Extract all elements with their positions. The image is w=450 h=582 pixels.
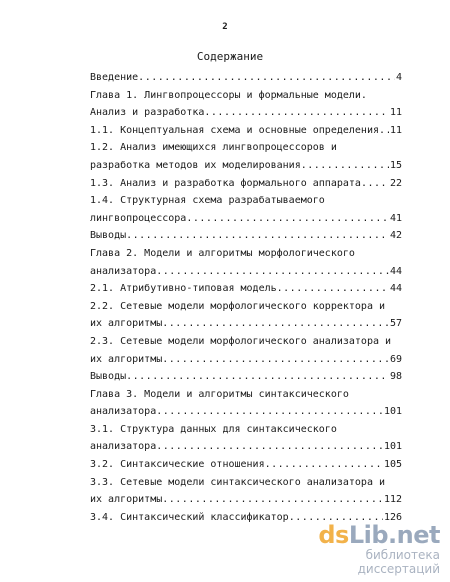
toc-entry	[90, 263, 402, 281]
toc-line	[90, 139, 402, 157]
toc-page-number: 15	[389, 159, 402, 171]
toc-entry-text: 2.3. Сетевые модели морфологического анализатора и	[90, 335, 392, 347]
toc-line	[90, 474, 402, 492]
toc-entry-text: Анализ и разработка	[90, 107, 205, 119]
toc-title: Содержание	[196, 50, 264, 63]
toc-page-number: 11	[389, 124, 402, 136]
toc-entry-text: 2.2. Сетевые модели морфологического корректора и	[90, 300, 386, 312]
toc-line	[90, 87, 402, 105]
toc-entry-text: Введение	[90, 72, 139, 83]
toc-entry	[90, 403, 402, 421]
toc-page-number: 44	[389, 283, 402, 295]
toc-page-number: 42	[389, 230, 402, 242]
dot-leader	[301, 157, 389, 175]
toc-entry	[90, 210, 402, 228]
toc-entry-text: анализатора	[90, 441, 157, 453]
dot-leader	[186, 210, 389, 228]
toc-page-number: 126	[383, 511, 402, 523]
toc-page-number: 101	[383, 406, 402, 418]
toc-entry-text: Глава 3. Модели и алгоритмы синтаксического	[90, 388, 349, 400]
dot-leader	[156, 438, 383, 456]
toc-page-number: 57	[389, 318, 402, 330]
toc-entry	[90, 122, 402, 140]
toc-entry-text: 1.1. Концептуальная схема и основные определения	[90, 124, 379, 136]
toc-entry	[90, 491, 402, 509]
toc-entry-text: 3.2. Синтаксические отношения	[90, 459, 265, 471]
dot-leader	[138, 69, 395, 87]
dslib-watermark	[290, 522, 440, 576]
dot-leader	[204, 104, 389, 122]
dot-leader	[156, 263, 389, 281]
dot-leader	[156, 403, 383, 421]
toc-page-number: 4	[395, 72, 402, 83]
toc-page-number: 22	[389, 177, 402, 189]
dot-leader	[379, 122, 389, 140]
toc-line	[90, 192, 402, 210]
toc-entry	[90, 175, 402, 193]
toc-line	[90, 245, 402, 263]
toc-page-number: 44	[389, 265, 402, 277]
toc-entry-text: Глава 1. Лингвопроцессоры и формальные модели.	[90, 89, 367, 101]
toc-entry	[90, 280, 402, 298]
toc-entry	[90, 351, 402, 369]
toc-entry	[90, 104, 402, 122]
toc-entry-text: 3.1. Структура данных для синтаксического	[90, 423, 337, 435]
toc-page-number: 105	[383, 459, 402, 471]
toc-entry-text: 1.4. Структурная схема разрабатываемого	[90, 195, 325, 207]
toc-page-number: 98	[389, 371, 402, 383]
dot-leader	[126, 227, 389, 245]
toc-entry-text: 3.4. Синтаксический классификатор	[90, 511, 289, 523]
toc-entry-text: 1.2. Анализ имеющихся лингвопроцессоров и	[90, 142, 337, 154]
toc-entry-text: разработка методов их моделирования	[90, 159, 301, 171]
toc-entry-text: 1.3. Анализ и разработка формального аппарата	[90, 177, 361, 189]
table-of-contents	[90, 69, 402, 526]
dot-leader	[162, 491, 383, 509]
toc-entry-text: Глава 2. Модели и алгоритмы морфологического	[90, 247, 355, 259]
toc-line	[90, 333, 402, 351]
dot-leader	[162, 351, 389, 369]
toc-entry	[90, 157, 402, 175]
toc-entry-text: анализатора	[90, 406, 157, 418]
toc-entry	[90, 368, 402, 386]
toc-entry-text: Выводы	[90, 230, 127, 242]
toc-entry-text: Выводы	[90, 371, 127, 383]
toc-page-number: 41	[389, 212, 402, 224]
toc-entry-text: анализатора	[90, 265, 157, 277]
dot-leader	[162, 315, 389, 333]
toc-entry-text: их алгоритмы	[90, 494, 163, 506]
toc-entry	[90, 227, 402, 245]
toc-page-number: 112	[383, 494, 402, 506]
toc-entry-text: 3.3. Сетевые модели синтаксического анализатора и	[90, 476, 386, 488]
dot-leader	[361, 175, 389, 193]
toc-entry-text: 2.1. Атрибутивно-типовая модель	[90, 283, 277, 295]
toc-page-number: 69	[389, 353, 402, 365]
dot-leader	[126, 368, 389, 386]
page-number: 2	[222, 22, 228, 32]
dslib-logo: dsLib.net	[318, 521, 440, 549]
dot-leader	[265, 456, 383, 474]
toc-entry-text: лингвопроцессора	[90, 212, 187, 224]
toc-line	[90, 298, 402, 316]
toc-entry	[90, 315, 402, 333]
toc-page-number: 101	[383, 441, 402, 453]
toc-page-number: 11	[389, 107, 402, 119]
toc-entry-text: их алгоритмы	[90, 353, 163, 365]
toc-entry	[90, 456, 402, 474]
toc-line	[90, 386, 402, 404]
dot-leader	[277, 280, 389, 298]
toc-line	[90, 421, 402, 439]
toc-entry	[90, 438, 402, 456]
toc-entry-text: их алгоритмы	[90, 318, 163, 330]
toc-entry	[90, 69, 402, 87]
dslib-caption: библиотека диссертаций	[357, 548, 440, 576]
